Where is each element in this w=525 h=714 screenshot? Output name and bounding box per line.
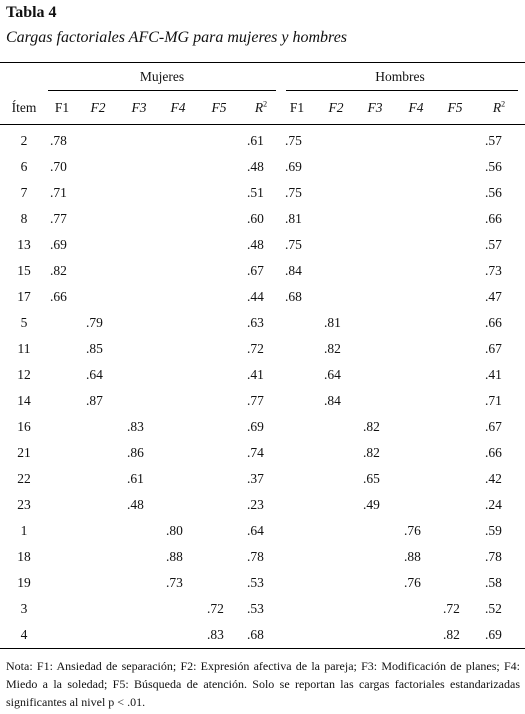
men-loading-cell: .82 (324, 341, 341, 356)
women-loading-cell: .48 (127, 497, 144, 512)
group-label-men: Hombres (375, 69, 425, 84)
women-r2-cell: .23 (247, 497, 264, 512)
item-number-cell: 8 (20, 211, 28, 226)
table-row (0, 622, 525, 648)
men-group-rule (286, 90, 518, 91)
women-r2-cell: .44 (247, 289, 264, 304)
header-women-f5 (199, 99, 239, 117)
header-women-f5-text: F5 (211, 100, 227, 115)
men-r2-cell: .59 (485, 523, 502, 538)
men-loading-cell: .81 (324, 315, 341, 330)
header-men-r2-sup: 2 (501, 99, 506, 109)
men-r2-cell: .78 (485, 549, 502, 564)
women-r2-cell: .67 (247, 263, 264, 278)
men-r2-cell: .66 (485, 211, 502, 226)
table-row (0, 284, 525, 310)
women-loading-cell: .80 (166, 523, 183, 538)
table-row (0, 440, 525, 466)
men-r2-cell: .66 (485, 445, 502, 460)
men-loading-cell: .82 (363, 419, 380, 434)
group-label-women: Mujeres (139, 69, 185, 84)
table-subtitle: Cargas factoriales AFC-MG para mujeres y hombres (6, 29, 348, 46)
men-loading-cell: .68 (285, 289, 302, 304)
header-men-r2-base: R (492, 100, 502, 115)
men-loading-cell: .69 (285, 159, 302, 174)
table-row (0, 128, 525, 154)
women-r2-cell: .51 (247, 185, 264, 200)
table-row (0, 466, 525, 492)
men-r2-cell: .47 (485, 289, 502, 304)
men-r2-cell: .41 (485, 367, 502, 382)
header-women-r2 (241, 99, 281, 117)
item-number-cell: 11 (17, 341, 31, 356)
table-row (0, 154, 525, 180)
item-number-cell: 19 (17, 575, 31, 590)
table-row (0, 492, 525, 518)
table-row (0, 206, 525, 232)
women-loading-cell: .77 (50, 211, 67, 226)
women-loading-cell: .83 (207, 627, 224, 642)
header-men-f4-text: F4 (408, 100, 424, 115)
women-loading-cell: .83 (127, 419, 144, 434)
men-loading-cell: .72 (443, 601, 460, 616)
men-loading-cell: .75 (285, 133, 302, 148)
men-loading-cell: .75 (285, 237, 302, 252)
women-r2-cell: .60 (247, 211, 264, 226)
table-row (0, 570, 525, 596)
header-women-f1: F1 (54, 100, 70, 115)
header-rule (0, 124, 525, 125)
women-loading-cell: .86 (127, 445, 144, 460)
women-r2-cell: .74 (247, 445, 264, 460)
women-r2-cell: .69 (247, 419, 264, 434)
item-number-cell: 1 (20, 523, 28, 538)
women-r2-cell: .72 (247, 341, 264, 356)
item-number-cell: 23 (17, 497, 31, 512)
table-row (0, 336, 525, 362)
women-r2-cell: .48 (247, 159, 264, 174)
men-loading-cell: .84 (324, 393, 341, 408)
header-women-f3-text: F3 (131, 100, 147, 115)
men-r2-cell: .56 (485, 159, 502, 174)
header-women-f2 (78, 99, 118, 117)
header-men-f3 (355, 99, 395, 117)
women-r2-cell: .53 (247, 601, 264, 616)
item-number-cell: 13 (17, 237, 31, 252)
item-number-cell: 22 (17, 471, 31, 486)
women-group-rule (48, 90, 276, 91)
men-loading-cell: .49 (363, 497, 380, 512)
men-r2-cell: .69 (485, 627, 502, 642)
men-loading-cell: .82 (443, 627, 460, 642)
header-men-f5 (435, 99, 475, 117)
men-loading-cell: .75 (285, 185, 302, 200)
header-men-r2 (479, 99, 519, 117)
table-row (0, 414, 525, 440)
men-r2-cell: .58 (485, 575, 502, 590)
women-loading-cell: .79 (86, 315, 103, 330)
women-r2-cell: .64 (247, 523, 264, 538)
men-loading-cell: .76 (404, 575, 421, 590)
item-number-cell: 6 (20, 159, 28, 174)
women-r2-cell: .37 (247, 471, 264, 486)
header-women-f4-text: F4 (170, 100, 186, 115)
women-loading-cell: .88 (166, 549, 183, 564)
women-loading-cell: .66 (50, 289, 67, 304)
bottom-rule (0, 648, 525, 649)
women-r2-cell: .77 (247, 393, 264, 408)
women-loading-cell: .71 (50, 185, 67, 200)
table-row (0, 544, 525, 570)
men-r2-cell: .73 (485, 263, 502, 278)
women-r2-cell: .61 (247, 133, 264, 148)
women-r2-cell: .53 (247, 575, 264, 590)
item-number-cell: 5 (20, 315, 28, 330)
table-row (0, 388, 525, 414)
women-loading-cell: .69 (50, 237, 67, 252)
women-loading-cell: .78 (50, 133, 67, 148)
table-row (0, 258, 525, 284)
men-loading-cell: .88 (404, 549, 421, 564)
table-row (0, 518, 525, 544)
header-men-f2 (316, 99, 356, 117)
table-row (0, 310, 525, 336)
header-men-f2-text: F2 (328, 100, 344, 115)
women-loading-cell: .82 (50, 263, 67, 278)
item-number-cell: 3 (20, 601, 28, 616)
item-number-cell: 18 (17, 549, 31, 564)
women-loading-cell: .64 (86, 367, 103, 382)
header-men-f5-text: F5 (447, 100, 463, 115)
men-r2-cell: .56 (485, 185, 502, 200)
header-men-f4 (396, 99, 436, 117)
men-r2-cell: .57 (485, 133, 502, 148)
men-loading-cell: .82 (363, 445, 380, 460)
women-loading-cell: .87 (86, 393, 103, 408)
men-loading-cell: .84 (285, 263, 302, 278)
header-men-f1: F1 (289, 100, 305, 115)
table-title: Tabla 4 (6, 4, 57, 21)
women-r2-cell: .48 (247, 237, 264, 252)
men-loading-cell: .81 (285, 211, 302, 226)
women-loading-cell: .70 (50, 159, 67, 174)
item-number-cell: 12 (17, 367, 31, 382)
table-row (0, 362, 525, 388)
item-number-cell: 14 (17, 393, 31, 408)
men-r2-cell: .42 (485, 471, 502, 486)
item-number-cell: 16 (17, 419, 31, 434)
women-r2-cell: .68 (247, 627, 264, 642)
table-row (0, 596, 525, 622)
men-r2-cell: .67 (485, 341, 502, 356)
header-women-f2-text: F2 (90, 100, 106, 115)
item-number-cell: 4 (20, 627, 28, 642)
table-note: Nota: F1: Ansiedad de separación; F2: Expresión afectiva de la pareja; F3: Modificación de planes; F4: Miedo a la soledad; F5: Búsqueda de atención. Solo se reportan las cargas factoriales estandarizadas significantes al nivel p < .01. (6, 659, 520, 709)
header-women-r2-base: R (254, 100, 264, 115)
men-r2-cell: .57 (485, 237, 502, 252)
men-loading-cell: .76 (404, 523, 421, 538)
top-rule (0, 62, 525, 63)
header-men-f3-text: F3 (367, 100, 383, 115)
women-loading-cell: .73 (166, 575, 183, 590)
men-r2-cell: .66 (485, 315, 502, 330)
women-loading-cell: .85 (86, 341, 103, 356)
item-number-cell: 15 (17, 263, 31, 278)
men-loading-cell: .64 (324, 367, 341, 382)
women-loading-cell: .61 (127, 471, 144, 486)
men-r2-cell: .24 (485, 497, 502, 512)
men-r2-cell: .52 (485, 601, 502, 616)
item-number-cell: 2 (20, 133, 28, 148)
men-r2-cell: .67 (485, 419, 502, 434)
table-row (0, 232, 525, 258)
women-r2-cell: .63 (247, 315, 264, 330)
header-item: Ítem (11, 100, 37, 115)
women-r2-cell: .78 (247, 549, 264, 564)
men-r2-cell: .71 (485, 393, 502, 408)
header-women-f3 (119, 99, 159, 117)
header-women-f4 (158, 99, 198, 117)
women-r2-cell: .41 (247, 367, 264, 382)
header-women-r2-sup: 2 (263, 99, 268, 109)
item-number-cell: 17 (17, 289, 31, 304)
women-loading-cell: .72 (207, 601, 224, 616)
men-loading-cell: .65 (363, 471, 380, 486)
item-number-cell: 7 (20, 185, 28, 200)
table-row (0, 180, 525, 206)
item-number-cell: 21 (17, 445, 31, 460)
